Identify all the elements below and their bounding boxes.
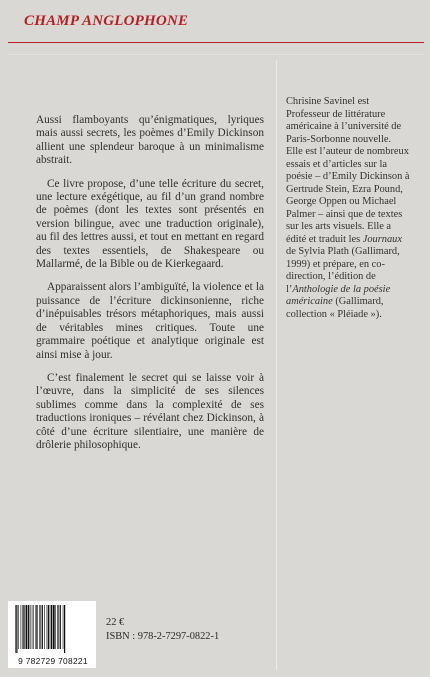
summary-paragraph-3: Apparaissent alors l’ambiguïté, la violence et la puissance de l’écriture dickinsonienne, riche d’inépuisables trésors métaphoriques, mais aussi de véritables mines critiques. Toute une grammaire poétique et analytique originale est ainsi mise à jour. [36, 281, 264, 361]
column-divider [276, 60, 277, 670]
summary-text [36, 114, 264, 462]
summary-paragraph-2: Ce livre propose, d’une telle écriture du secret, une lecture exégétique, au fil d’un grand nombre de poèmes (dont les textes sont présentés en version bilingue, avec une traduction originale), au fil des lettres aussi, et tout en mettant en regard des textes essentiels, de Shakespeare ou Mallarmé, de la Bible ou de Kierkegaard. [36, 177, 264, 271]
barcode [8, 601, 96, 668]
horizontal-divider [8, 54, 424, 55]
barcode-bars [14, 605, 92, 653]
summary-paragraph-4: C’est finalement le secret qui se laisse voir à l’œuvre, dans la simplicité de ses silences sublimes comme dans la complexité de ses traductions ironiques – révélant chez Dickinson, à côté d’une écriture silentiaire, une manière de drôlerie philosophique. [36, 371, 264, 451]
barcode-digits: 9 782729 708221 [18, 656, 88, 666]
price: 22 € [106, 617, 125, 628]
series-title: CHAMP ANGLOPHONE [24, 13, 189, 29]
author-bio-text-2: de Sylvia Plath (Gallimard, 1999) et prépare, en co-direction, l’édition de l’ [286, 246, 400, 295]
isbn: ISBN : 978-2-7297-0822-1 [106, 631, 220, 642]
author-bio-text-3: (Gallimard, collection « Pléiade »). [286, 296, 384, 320]
author-bio [286, 96, 410, 321]
author-bio-anthologie: Anthologie de la poésie américaine [286, 283, 391, 307]
summary-paragraph-1: Aussi flamboyants qu’énigmatiques, lyriques mais aussi secrets, les poèmes d’Emily Dickinson allient une splendeur baroque à un minimalisme abstrait. [36, 114, 264, 167]
author-bio-text-1: Chrisine Savinel est Professeur de littérature américaine à l’université de Paris-Sorbonne nouvelle. Elle est l’auteur de nombreux essais et d’articles sur la poésie – d’Emily Dickinson à Gertrude Stein, Ezra Pound, George Oppen ou Michael Palmer – ainsi que de textes sur les arts visuels. Elle a édité et traduit les [286, 96, 410, 245]
author-bio-journaux: Journaux [362, 233, 402, 245]
series-banner [8, 6, 424, 43]
